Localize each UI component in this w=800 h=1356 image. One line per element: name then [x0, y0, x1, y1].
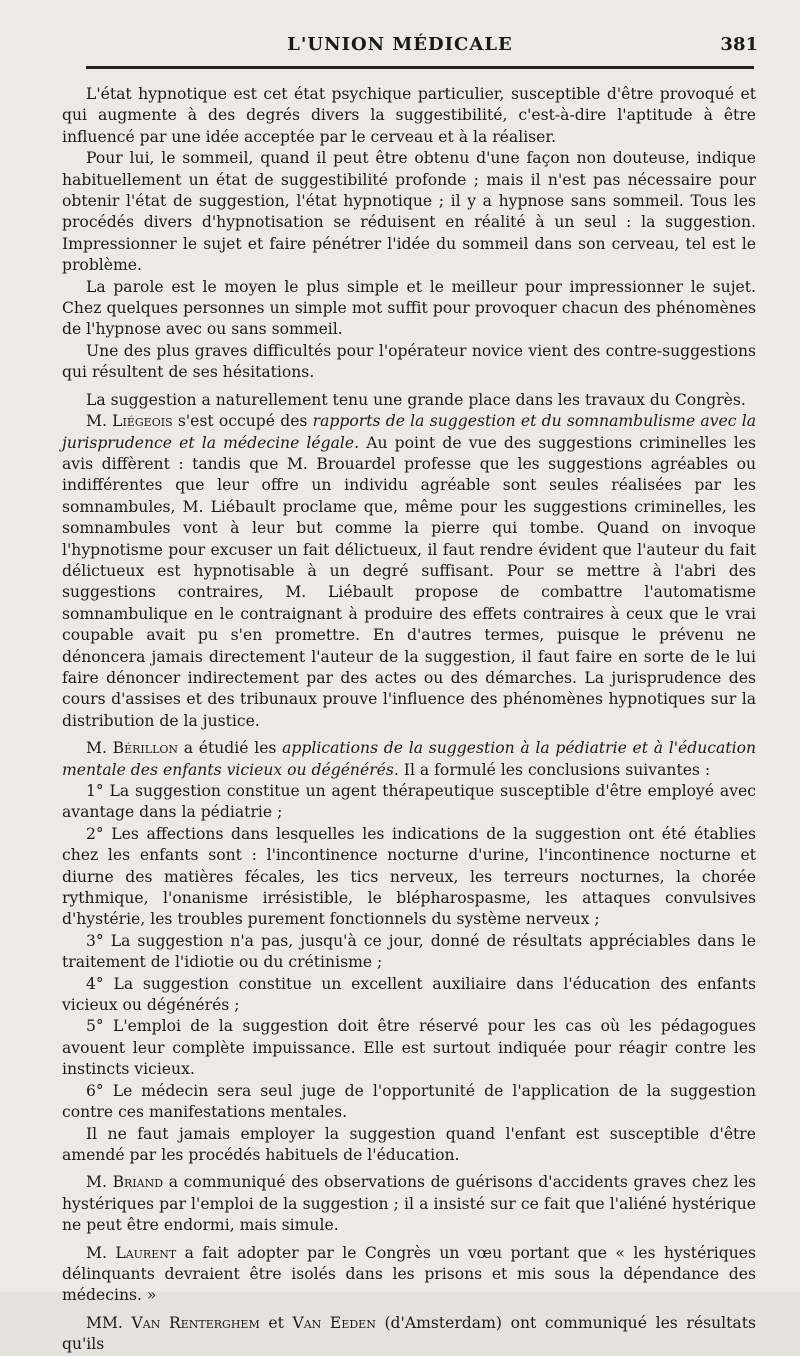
speaker-name: MM. Van Renterghem — [86, 1313, 260, 1332]
paragraph: La parole est le moyen le plus simple et le meilleur pour impressionner le sujet. Chez quelques personnes un simple mot suffit pour provoquer chacun des phénomènes de l'hypnose avec ou sans sommeil. — [62, 277, 756, 339]
paragraph: MM. Van Renterghem et Van Eeden (d'Amsterdam) ont communiqué les résultats qu'ils — [62, 1313, 756, 1354]
paragraph: M. Laurent a fait adopter par le Congrès un vœu portant que « les hystériques délinquants devraient être isolés dans les prisons et mis sous la dépendance des médecins. » — [62, 1243, 757, 1305]
body-text — [62, 84, 756, 1356]
paragraph: La suggestion a naturellement tenu une grande place dans les travaux du Congrès. — [86, 390, 746, 409]
speaker-name: M. Bérillon — [86, 739, 179, 758]
paragraph: Il ne faut jamais employer la suggestion quand l'enfant est susceptible d'être amendé par les procédés habituels de l'éducation. — [62, 1124, 756, 1164]
paragraph: Une des plus graves difficultés pour l'opérateur novice vient des contre-suggestions qui résultent de ses hésitations. — [62, 341, 756, 382]
speaker-name: M. Laurent — [86, 1243, 177, 1262]
conclusion-item: 1° La suggestion constitue un agent thérapeutique susceptible d'être employé avec avantage dans la pédiatrie ; — [62, 782, 756, 822]
conclusion-item: 3° La suggestion n'a pas, jusqu'à ce jour, donné de résultats appréciables dans le traitement de l'idiotie ou du crétinisme ; — [62, 931, 756, 972]
paragraph: M. Bérillon a étudié les applications de la suggestion à la pédiatrie et à l'éducation mentale des enfants vicieux ou dégénérés. Il a formulé les conclusions suivantes : — [62, 739, 757, 779]
speaker-name: M. Briand — [86, 1173, 164, 1192]
header-rule — [86, 66, 754, 69]
conclusion-item: 4° La suggestion constitue un excellent auxiliaire dans l'éducation des enfants vicieux ou dégénérés ; — [62, 974, 756, 1015]
speaker-name: M. Liégeois — [86, 412, 173, 431]
paragraph: M. Liégeois s'est occupé des rapports de la suggestion et du somnambulisme avec la jurisprudence et la médecine légale. Au point de vue des suggestions criminelles les avis diffèrent : tandis que M. Brouardel professe que les suggestions agréables ou indifférentes que leur offre un individu agréable sont seules réalisées par les somnambules, M. Liébault proclame que, même pour les suggestions criminelles, les somnambules vont à leur but comme la pierre qui tombe. Quand on invoque l'hypnotisme pour excuser un fait délictueux, il faut rendre évident que l'auteur du fait délictueux est hypnotisable à un degré suffisant. Pour se mettre à l'abri des suggestions contraires, M. Liébault propose de combattre l'automatisme somnambulique en le contraignant à produire des effets contraires à ceux que le vrai coupable avait pu s'en promettre. En d'autres termes, puisque le prévenu ne dénoncera jamais directement l'auteur de la suggestion, il faut faire en sorte de le lui faire dénoncer indirectement par des actes ou des démarches. La jurisprudence des cours d'assises et des tribunaux prouve l'influence des phénomènes hypnotiques sur la distribution de la justice. — [62, 412, 756, 730]
paragraph: Pour lui, le sommeil, quand il peut être obtenu d'une façon non douteuse, indique habituellement un état de suggestibilité profonde ; mais il n'est pas nécessaire pour obtenir l'état de suggestion, l'état hypnotique ; il y a hypnose sans sommeil. Tous les procédés divers d'hypnotisation se réduisent en réalité à un seul : la suggestion. Impressionner le sujet et faire pénétrer l'idée du sommeil dans son cerveau, tel est le problème. — [62, 149, 756, 275]
paragraph: M. Briand a communiqué des observations de guérisons d'accidents graves chez les hystériques par l'emploi de la suggestion ; il a insisté sur ce fait que l'aliéné hystérique ne peut être endormi, mais simule. — [62, 1173, 756, 1235]
running-title: L'UNION MÉDICALE — [287, 34, 513, 55]
conclusion-item: 2° Les affections dans lesquelles les indications de la suggestion ont été établies chez les enfants sont : l'incontinence nocturne d'urine, l'incontinence nocturne et diurne des matières fécales, les tics nerveux, les terreurs nocturnes, la chorée rythmique, l'onanisme irrésistible, le blépharospasme, les attaques convulsives d'hystérie, les troubles purement fonctionnels du système nerveux ; — [62, 824, 756, 929]
page-header — [0, 30, 800, 70]
paragraph: L'état hypnotique est cet état psychique particulier, susceptible d'être provoqué et qui augmente à des degrés divers la suggestibilité, c'est-à-dire l'aptitude à être influencé par une idée acceptée par le cerveau et à la réaliser. — [62, 85, 756, 146]
talk-title: rapports de la suggestion et du somnambulisme avec la jurisprudence et la médecine légale. — [62, 412, 756, 452]
speaker-name: Van Eeden — [292, 1313, 376, 1332]
conclusion-item: 5° L'emploi de la suggestion doit être réservé pour les cas où les pédagogues avouent leur complète impuissance. Elle est surtout indiquée pour réagir contre les instincts vicieux. — [62, 1017, 756, 1079]
talk-title: applications de la suggestion à la pédiatrie et à l'éducation mentale des enfants vicieux ou dégénérés. — [62, 739, 757, 779]
page-number: 381 — [720, 34, 758, 55]
conclusion-item: 6° Le médecin sera seul juge de l'opportunité de l'application de la suggestion contre ces manifestations mentales. — [62, 1081, 756, 1122]
